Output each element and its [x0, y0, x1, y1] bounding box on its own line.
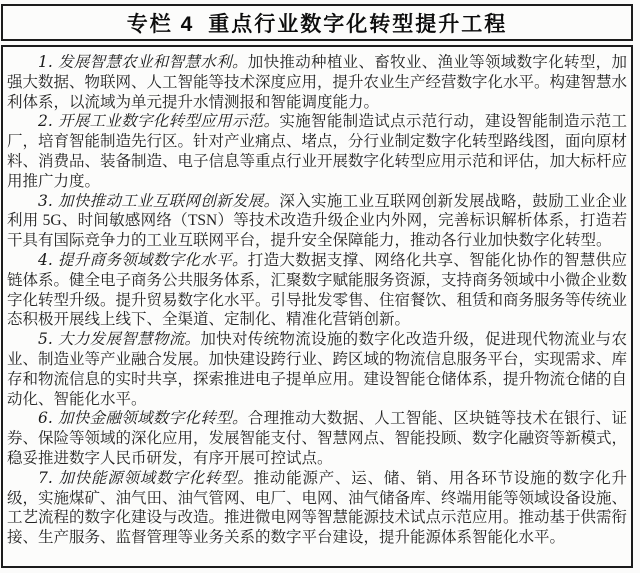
paragraph-body: 打造大数据支撑、网络化共享、智能化协作的智慧供应链体系。健全电子商务公共服务体系，汇聚数字赋能服务资源，支持商务领域中小微企业数字化转型升级。提升贸易数字化水平。引导批发零售、住宿餐饮、租赁和商务服务等传统业态积极开展线上线下、全渠道、定制化、精准化营销创新。	[7, 251, 628, 329]
paragraph-body: 加快对传统物流设施的数字化改造升级，促进现代物流业与农业、制造业等产业融合发展。加快建设跨行业、跨区域的物流信息服务平台，实现需求、库存和物流信息的实时共享，探索推进电子提单应用。建设智能仓储体系，提升物流仓储的自动化、智能化水平。	[7, 331, 628, 408]
paragraph-body: 推动能源产、运、储、销、用各环节设施的数字化升级，实施煤矿、油气田、油气管网、电厂、电网、油气储备库、终端用能等领域设备设施、工艺流程的数字化建设与改造。推进微电网等智慧能源技术试点示范应用。推动基于供需衔接、生产服务、监督管理等业务关系的数字平台建设，提升能源体系智能化水平。	[7, 469, 628, 547]
column-title: 重点行业数字化转型提升工程	[208, 12, 508, 36]
paragraph-6	[7, 409, 627, 468]
paragraph-lead: 大力发展智慧物流。	[58, 330, 201, 349]
column-body-box	[1, 45, 633, 568]
paragraph-body: 合理推动大数据、人工智能、区块链等技术在银行、证券、保险等领域的深化应用，发展智能支付、智慧网点、智能投顾、数字化融资等新模式，稳妥推进数字人民币研发，有序开展可控试点。	[7, 410, 628, 467]
paragraph-body: 实施智能制造试点示范行动，建设智能制造示范工厂，培育智能制造先行区。针对产业痛点、堵点，分行业制定数字化转型路线图，面向原材料、消费品、装备制造、电子信息等重点行业开展数字化转型应用示范和评估，加大标杆应用推广力度。	[7, 113, 628, 190]
paragraph-lead: 加快能源领域数字化转型。	[58, 468, 254, 487]
paragraph-number: 7.	[38, 468, 59, 487]
paragraph-3	[7, 192, 627, 251]
paragraph-number: 6.	[38, 409, 59, 428]
paragraph-lead: 加快推动工业互联网创新发展。	[58, 191, 280, 210]
paragraph-2	[7, 112, 627, 191]
paragraph-lead: 发展智慧农业和智慧水利。	[58, 53, 248, 71]
paragraph-5	[7, 330, 627, 409]
paragraph-number: 2.	[38, 112, 59, 131]
paragraph-body: 深入实施工业互联网创新发展战略，鼓励工业企业利用 5G、时间敏感网络（TSN）等技术改造升级企业内外网，完善标识解析体系，打造若干具有国际竞争力的工业互联网平台，提升安全保障能力，推动各行业加快数字化转型。	[7, 192, 627, 250]
paragraph-number: 1.	[38, 53, 59, 71]
paragraph-body: 加快推动种植业、畜牧业、渔业等领域数字化转型，加强大数据、物联网、人工智能等技术深度应用，提升农业生产经营数字化水平。构建智慧水利体系，以流域为单元提升水情测报和智能调度能力。	[7, 54, 628, 111]
column-label: 专栏 4	[126, 12, 195, 36]
paragraph-number: 4.	[38, 250, 59, 269]
column-header-title	[127, 8, 508, 38]
paragraph-1	[7, 53, 627, 112]
paragraph-number: 3.	[38, 191, 59, 210]
paragraph-lead: 加快金融领域数字化转型。	[58, 409, 248, 428]
paragraph-lead: 提升商务领域数字化水平。	[58, 250, 248, 269]
paragraph-lead: 开展工业数字化转型应用示范。	[58, 112, 280, 131]
paragraph-4	[7, 251, 627, 330]
paragraph-number: 5.	[38, 330, 59, 349]
column-header-box	[1, 4, 633, 41]
paragraph-7	[7, 469, 627, 548]
